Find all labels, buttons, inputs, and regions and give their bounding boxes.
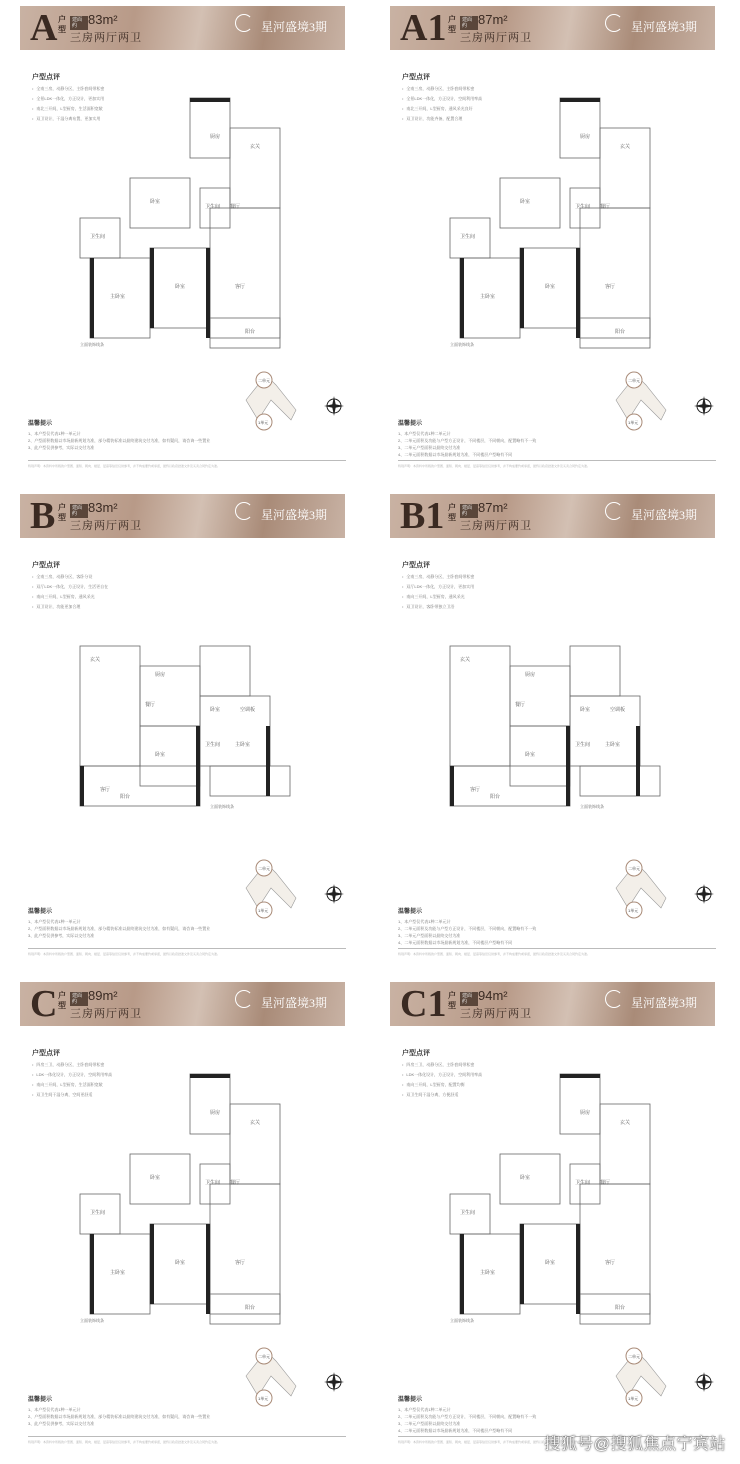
- floorplan-panel-a: [0, 0, 370, 488]
- review-item: • 全景LDK一体化，方正设计，更加实用: [32, 94, 104, 104]
- review-item: • 全南三房，动静分区，客卧分设: [32, 572, 108, 582]
- key-map: [236, 1336, 316, 1421]
- area-tag: 建面约: [70, 992, 88, 1006]
- divider: [28, 1436, 346, 1437]
- room-outline: [560, 1074, 600, 1134]
- room-label: 玄关: [250, 144, 261, 150]
- facade-note: 立面装饰线条: [450, 1318, 474, 1323]
- review-title: 户型点评: [402, 74, 430, 81]
- tip-item: 1、本户型仅代表1种二单元计: [398, 919, 451, 924]
- compass: [322, 1370, 346, 1399]
- unit-letter: A: [30, 7, 58, 49]
- room-label: 阳台: [615, 1305, 626, 1311]
- compass: [692, 394, 716, 423]
- review-item: • 南北三开间，L型厨房，生活面积宽敞: [32, 104, 104, 114]
- review-title: 户型点评: [32, 74, 60, 81]
- wall-segment: [206, 1224, 210, 1314]
- room-label: 空调板: [610, 707, 626, 713]
- compass: [322, 882, 346, 911]
- review-title: 户型点评: [402, 562, 430, 569]
- room-label: 主卧室: [235, 742, 251, 748]
- site-key-map: [606, 1336, 686, 1416]
- tip-item: 2、二单元面积及功能与户型方正设计，不同楼层，不同朝向，配置略有不一致: [398, 438, 537, 443]
- tips-title: 温馨提示: [28, 909, 53, 915]
- wall-segment: [460, 258, 464, 338]
- room-outline: [510, 666, 570, 726]
- room-label: 玄关: [250, 1120, 261, 1126]
- floor-plan: [430, 1064, 670, 1339]
- north-arrow-icon: [692, 1370, 716, 1394]
- room-label: 主卧室: [110, 294, 126, 300]
- wall-segment: [190, 1074, 230, 1078]
- disclaimer-text: 特别声明：本资料中所载的户型图、面积、朝向、楼层、层高等信息仅供参考，并不构成要约或承诺，最终以政府批准文件及买卖合同约定为准。: [398, 464, 591, 468]
- room-outline: [210, 208, 280, 338]
- room-label: 卧室: [150, 199, 161, 205]
- wall-segment: [450, 766, 454, 806]
- floor-plan-drawing: [430, 88, 670, 358]
- unit-marker-label: 二单元: [628, 378, 640, 383]
- room-label: 卫生间: [575, 1180, 591, 1186]
- wall-segment: [560, 98, 600, 102]
- tips-list: [398, 1406, 536, 1434]
- brand-name: 星河盛境3期: [630, 996, 697, 1010]
- brand-logo-icon: [235, 990, 253, 1008]
- unit-banner: [20, 982, 345, 1026]
- floor-plan: [60, 88, 300, 363]
- tip-item: 2、二单元面积及功能与户型方正设计，不同楼层，不同朝向，配置略有不一致: [398, 1414, 537, 1419]
- wall-segment: [266, 726, 270, 796]
- review-item: • LDK一体化设计，方正设计，空间利用率高: [32, 1070, 112, 1080]
- review-item: • 全南三房，动静分区，主卧套间带私密: [32, 84, 104, 94]
- unit-marker-label: 二单元: [628, 1354, 640, 1359]
- site-key-map: [606, 360, 686, 440]
- facade-note: 立面装饰线条: [210, 804, 234, 809]
- key-map: [236, 360, 316, 445]
- room-label: 厨房: [580, 1110, 591, 1116]
- room-outline: [600, 128, 650, 208]
- room-label: 客厅: [235, 284, 246, 290]
- disclaimer-text: 特别声明：本资料中所载的户型图、面积、朝向、楼层、层高等信息仅供参考，并不构成要约或承诺，最终以政府批准文件及买卖合同约定为准。: [28, 1440, 221, 1444]
- brand-logo-icon: [605, 14, 623, 32]
- unit-marker-label: 1单元: [628, 1396, 639, 1401]
- disclaimer-text: 特别声明：本资料中所载的户型图、面积、朝向、楼层、层高等信息仅供参考，并不构成要约或承诺，最终以政府批准文件及买卖合同约定为准。: [28, 952, 221, 956]
- unit-area: 83m²: [88, 500, 118, 515]
- tip-item: 3、此户型仅供参考，实际以交付为准: [28, 933, 95, 938]
- room-label: 阳台: [615, 329, 626, 335]
- review-item: • 南北三开间，L型厨房，通风采光良好: [402, 104, 482, 114]
- room-outline: [210, 766, 290, 796]
- facade-note: 立面装饰线条: [80, 1318, 104, 1323]
- room-label: 主卧室: [605, 742, 621, 748]
- room-label: 客厅: [470, 787, 481, 793]
- brand-logo-icon: [605, 990, 623, 1008]
- tips-list: [28, 918, 210, 939]
- review-item: • 南向三开间，L型厨房，生活面积宽敞: [32, 1080, 112, 1090]
- divider: [398, 460, 716, 461]
- north-arrow-icon: [322, 882, 346, 906]
- unit-marker-label: 1单元: [628, 420, 639, 425]
- review-item: • 南向三开间，L型厨房，通风采光: [32, 592, 108, 602]
- wall-segment: [576, 248, 580, 338]
- unit-letter: C: [30, 983, 58, 1025]
- room-label: 主卧室: [480, 294, 496, 300]
- review-item: • 双卫设计，功能齐备，配置合理: [402, 114, 482, 124]
- tip-item: 1、本户型仅代表1种一单元计: [28, 431, 81, 436]
- room-label: 卧室: [150, 1175, 161, 1181]
- compass: [692, 1370, 716, 1399]
- room-label: 卫生间: [205, 1180, 221, 1186]
- facade-note: 立面装饰线条: [450, 342, 474, 347]
- brand-logo-icon: [235, 14, 253, 32]
- brand-name: 星河盛境3期: [260, 20, 327, 34]
- tips-title: 温馨提示: [398, 909, 423, 915]
- room-outline: [230, 128, 280, 208]
- floorplan-panel-b: [0, 488, 370, 976]
- review-item: • 双卫生间干湿分离，空间更舒适: [32, 1090, 112, 1100]
- tip-item: 2、户型面积数据以市场最新规划为准，部分精装标准以最终建筑交付为准，如有疑问，请咨询一些置业: [28, 438, 211, 443]
- unit-marker-label: 二单元: [258, 378, 270, 383]
- tip-item: 2、户型面积数据以市场最新规划为准，部分精装标准以最终建筑交付为准，如有疑问，请咨询一些置业: [28, 926, 211, 931]
- unit-marker-label: 二单元: [258, 1354, 270, 1359]
- review-item: • 全南三房，动静分区，主卧套间带私密: [402, 84, 482, 94]
- review-title: 户型点评: [402, 1050, 430, 1057]
- room-layout: 三房两厅两卫: [460, 520, 532, 532]
- north-arrow-icon: [692, 394, 716, 418]
- room-label: 卧室: [175, 1260, 186, 1266]
- tips-title: 温馨提示: [28, 421, 53, 427]
- disclaimer-text: 特别声明：本资料中所载的户型图、面积、朝向、楼层、层高等信息仅供参考，并不构成要约或承诺，最终以政府批准文件及买卖合同约定为准。: [398, 952, 591, 956]
- room-label: 餐厅: [600, 204, 611, 210]
- north-arrow-icon: [322, 1370, 346, 1394]
- tip-item: 3、此户型仅供参考，实际以交付为准: [28, 445, 95, 450]
- disclaimer-text: 特别声明：本资料中所载的户型图、面积、朝向、楼层、层高等信息仅供参考，并不构成要约或承诺，最终以政府批准文件及买卖合同约定为准。: [398, 1440, 591, 1444]
- unit-area: 87m²: [478, 500, 508, 515]
- review-item: • 四房三卫，动静分区，主卧套间带私密: [402, 1060, 482, 1070]
- site-key-map: [606, 848, 686, 928]
- room-label: 厨房: [210, 1110, 221, 1116]
- tips-list: [398, 918, 536, 946]
- room-outline: [450, 646, 510, 766]
- room-label: 玄关: [460, 657, 471, 663]
- floorplan-panel-c: [0, 976, 370, 1464]
- room-label: 阳台: [245, 329, 256, 335]
- unit-type-label: 户型: [58, 15, 66, 34]
- wall-segment: [90, 1234, 94, 1314]
- brand-name: 星河盛境3期: [260, 996, 327, 1010]
- floor-plan-drawing: [60, 88, 300, 358]
- floor-plan: [60, 576, 300, 851]
- review-item: • 全南三房，动静分区，主卧套间带私密: [402, 572, 474, 582]
- divider: [398, 948, 716, 949]
- north-arrow-icon: [322, 394, 346, 418]
- brand-name: 星河盛境3期: [630, 508, 697, 522]
- tip-item: 1、本户型仅代表1种二单元计: [398, 1407, 451, 1412]
- room-label: 餐厅: [515, 702, 526, 708]
- key-map: [236, 848, 316, 933]
- room-label: 卫生间: [575, 204, 591, 210]
- floor-plan-drawing: [430, 1064, 670, 1334]
- tips-list: [28, 430, 210, 451]
- key-map: [606, 360, 686, 445]
- review-item: • 南向三开间，L型厨房，配置均衡: [402, 1080, 482, 1090]
- room-label: 厨房: [525, 672, 536, 678]
- tip-item: 2、户型面积数据以市场最新规划为准，部分精装标准以最终建筑交付为准，如有疑问，请咨询一些置业: [28, 1414, 211, 1419]
- room-label: 卧室: [175, 284, 186, 290]
- wall-segment: [196, 726, 200, 806]
- floorplan-panel-a1: [370, 0, 740, 488]
- room-label: 客厅: [100, 787, 111, 793]
- floor-plan: [430, 576, 670, 851]
- room-label: 卫生间: [90, 1210, 106, 1216]
- room-outline: [190, 98, 230, 158]
- room-layout: 三房两厅两卫: [70, 32, 142, 44]
- room-label: 空调板: [240, 707, 256, 713]
- wall-segment: [90, 258, 94, 338]
- area-tag: 建面约: [70, 16, 88, 30]
- room-label: 客厅: [605, 1260, 616, 1266]
- unit-type-label: 户型: [448, 15, 456, 34]
- unit-marker-label: 1单元: [628, 908, 639, 913]
- floor-plan-drawing: [60, 576, 300, 846]
- room-label: 卧室: [210, 707, 221, 713]
- brand-name: 星河盛境3期: [260, 508, 327, 522]
- room-label: 卫生间: [205, 742, 221, 748]
- room-label: 阳台: [120, 794, 131, 800]
- room-label: 卧室: [520, 199, 531, 205]
- brand-name: 星河盛境3期: [630, 20, 697, 34]
- tip-item: 1、本户型仅代表1种一单元计: [28, 1407, 81, 1412]
- watermark: 搜狐号@搜狐焦点宁宾站: [544, 1436, 726, 1453]
- tips-title: 温馨提示: [398, 421, 423, 427]
- room-label: 卫生间: [460, 1210, 476, 1216]
- room-layout: 三房两厅两卫: [460, 32, 532, 44]
- unit-type-label: 户型: [448, 503, 456, 522]
- review-item: • 全景LDK一体化，方正设计，空间利用率高: [402, 94, 482, 104]
- room-label: 厨房: [155, 672, 166, 678]
- unit-letter: B1: [400, 495, 445, 537]
- room-layout: 三房两厅两卫: [460, 1008, 532, 1020]
- divider: [28, 460, 346, 461]
- tips-list: [398, 430, 536, 458]
- room-label: 客厅: [605, 284, 616, 290]
- room-outline: [580, 208, 650, 338]
- wall-segment: [576, 1224, 580, 1314]
- room-layout: 三房两厅两卫: [70, 1008, 142, 1020]
- room-outline: [230, 1104, 280, 1184]
- room-label: 阳台: [245, 1305, 256, 1311]
- area-tag: 建面约: [460, 16, 478, 30]
- tip-item: 2、二单元面积及功能与户型方正设计，不同楼层，不同朝向，配置略有不一致: [398, 926, 537, 931]
- brand-logo-icon: [605, 502, 623, 520]
- tips-list: [28, 1406, 210, 1427]
- unit-letter: B: [30, 495, 56, 537]
- room-label: 卧室: [525, 752, 536, 758]
- site-key-map: [236, 360, 316, 440]
- review-title: 户型点评: [32, 562, 60, 569]
- room-label: 玄关: [620, 1120, 631, 1126]
- room-label: 厨房: [210, 134, 221, 140]
- room-label: 玄关: [620, 144, 631, 150]
- facade-note: 立面装饰线条: [80, 342, 104, 347]
- unit-banner: [390, 982, 715, 1026]
- brand-logo-icon: [235, 502, 253, 520]
- wall-segment: [80, 766, 84, 806]
- wall-segment: [520, 1224, 524, 1304]
- room-outline: [580, 766, 660, 796]
- room-outline: [140, 726, 200, 786]
- disclaimer-text: 特别声明：本资料中所载的户型图、面积、朝向、楼层、层高等信息仅供参考，并不构成要约或承诺，最终以政府批准文件及买卖合同约定为准。: [28, 464, 221, 468]
- floor-plan-drawing: [430, 576, 670, 846]
- floor-plan: [430, 88, 670, 363]
- area-tag: 建面约: [460, 992, 478, 1006]
- room-outline: [600, 1104, 650, 1184]
- unit-marker-label: 1单元: [258, 1396, 269, 1401]
- area-tag: 建面约: [70, 504, 88, 518]
- room-outline: [210, 1184, 280, 1314]
- site-key-map: [236, 848, 316, 928]
- facade-note: 立面装饰线条: [580, 804, 604, 809]
- room-label: 餐厅: [230, 1180, 241, 1186]
- wall-segment: [566, 726, 570, 806]
- room-label: 卧室: [545, 1260, 556, 1266]
- room-outline: [510, 726, 570, 786]
- room-outline: [580, 1184, 650, 1314]
- unit-area: 83m²: [88, 12, 118, 27]
- unit-area: 87m²: [478, 12, 508, 27]
- room-label: 厨房: [580, 134, 591, 140]
- room-outline: [570, 646, 620, 696]
- wall-segment: [206, 248, 210, 338]
- wall-segment: [190, 98, 230, 102]
- review-item: • 双卫设计，干湿分离布置，更加实用: [32, 114, 104, 124]
- room-label: 餐厅: [600, 1180, 611, 1186]
- room-label: 阳台: [490, 794, 501, 800]
- review-item: • 南向三开间，L型厨房，通风采光: [402, 592, 474, 602]
- floor-plan-drawing: [60, 1064, 300, 1334]
- room-outline: [190, 1074, 230, 1134]
- room-label: 主卧室: [110, 1270, 126, 1276]
- north-arrow-icon: [692, 882, 716, 906]
- area-tag: 建面约: [460, 504, 478, 518]
- tips-title: 温馨提示: [28, 1397, 53, 1403]
- compass: [692, 882, 716, 911]
- room-label: 餐厅: [145, 702, 156, 708]
- room-label: 卫生间: [205, 204, 221, 210]
- room-label: 卧室: [545, 284, 556, 290]
- unit-area: 94m²: [478, 988, 508, 1003]
- review-item: • 双厅LDK一体化，方正设计，生活更自在: [32, 582, 108, 592]
- unit-type-label: 户型: [58, 503, 66, 522]
- unit-letter: A1: [400, 7, 447, 49]
- room-layout: 三房两厅两卫: [70, 520, 142, 532]
- review-title: 户型点评: [32, 1050, 60, 1057]
- unit-banner: [390, 6, 715, 50]
- wall-segment: [636, 726, 640, 796]
- unit-banner: [20, 494, 345, 538]
- room-outline: [140, 666, 200, 726]
- key-map: [606, 848, 686, 933]
- room-label: 客厅: [235, 1260, 246, 1266]
- review-item: • 双厅LDK一体化，方正设计，更加实用: [402, 582, 474, 592]
- room-label: 卫生间: [460, 234, 476, 240]
- room-label: 餐厅: [230, 204, 241, 210]
- site-key-map: [236, 1336, 316, 1416]
- tip-item: 3、二单元户型面积以最终交付为准: [398, 445, 461, 450]
- room-outline: [80, 646, 140, 766]
- compass: [322, 394, 346, 423]
- room-label: 卧室: [155, 752, 166, 758]
- floorplan-panel-b1: [370, 488, 740, 976]
- tip-item: 4、二单元面积数据以市场最新规划为准，不同楼层户型略有不同: [398, 452, 513, 457]
- review-item: • 双卫设计，功能更加合理: [32, 602, 108, 612]
- room-label: 主卧室: [480, 1270, 496, 1276]
- key-map: [606, 1336, 686, 1421]
- tip-item: 3、此户型仅供参考，实际以交付为准: [28, 1421, 95, 1426]
- unit-banner: [390, 494, 715, 538]
- tip-item: 4、二单元面积数据以市场最新规划为准，不同楼层户型略有不同: [398, 1428, 513, 1433]
- unit-letter: C1: [400, 983, 447, 1025]
- floorplan-panel-c1: [370, 976, 740, 1464]
- tip-item: 4、二单元面积数据以市场最新规划为准，不同楼层户型略有不同: [398, 940, 513, 945]
- wall-segment: [150, 248, 154, 328]
- unit-area: 89m²: [88, 988, 118, 1003]
- wall-segment: [150, 1224, 154, 1304]
- room-label: 卫生间: [575, 742, 591, 748]
- review-item: • LDK一体化设计，方正设计，空间利用率高: [402, 1070, 482, 1080]
- unit-type-label: 户型: [58, 991, 66, 1010]
- tips-title: 温馨提示: [398, 1397, 423, 1403]
- unit-banner: [20, 6, 345, 50]
- unit-marker-label: 二单元: [628, 866, 640, 871]
- unit-marker-label: 1单元: [258, 420, 269, 425]
- unit-marker-label: 二单元: [258, 866, 270, 871]
- divider: [28, 948, 346, 949]
- tip-item: 3、二单元户型面积以最终交付为准: [398, 1421, 461, 1426]
- floor-plan: [60, 1064, 300, 1339]
- tip-item: 3、二单元户型面积以最终交付为准: [398, 933, 461, 938]
- wall-segment: [560, 1074, 600, 1078]
- unit-marker-label: 1单元: [258, 908, 269, 913]
- room-label: 玄关: [90, 657, 101, 663]
- room-label: 卧室: [520, 1175, 531, 1181]
- wall-segment: [520, 248, 524, 328]
- review-item: • 双卫生间干湿分离，方便舒适: [402, 1090, 482, 1100]
- room-label: 卫生间: [90, 234, 106, 240]
- room-outline: [560, 98, 600, 158]
- review-item: • 双卫设计，客卧带独立卫浴: [402, 602, 474, 612]
- tip-item: 1、本户型仅代表1种一单元计: [28, 919, 81, 924]
- room-outline: [200, 646, 250, 696]
- room-label: 卧室: [580, 707, 591, 713]
- unit-type-label: 户型: [448, 991, 456, 1010]
- review-item: • 四房三卫，动静分区，主卧套间带私密: [32, 1060, 112, 1070]
- wall-segment: [460, 1234, 464, 1314]
- tip-item: 1、本户型仅代表1种二单元计: [398, 431, 451, 436]
